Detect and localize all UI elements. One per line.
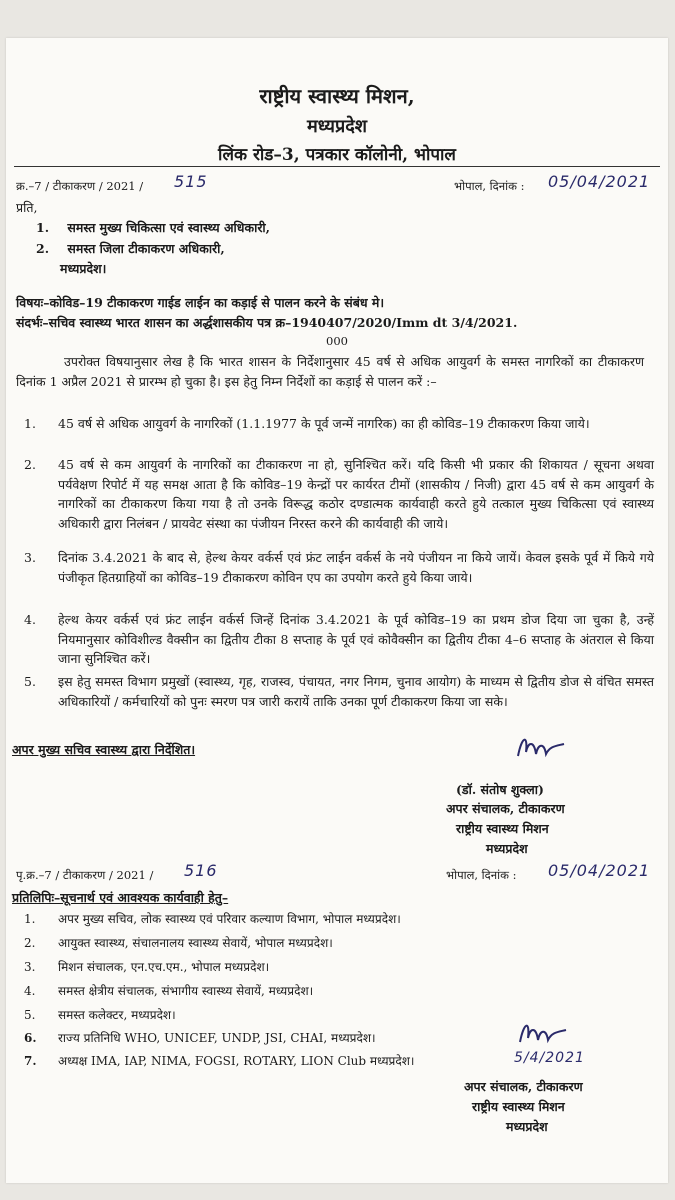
copy-num: 7. <box>24 1054 37 1068</box>
copy-num: 5. <box>24 1008 36 1022</box>
directive-num: 1. <box>24 416 36 431</box>
recipient-num: 2. <box>36 241 50 256</box>
directive-text: हेल्थ केयर वर्कर्स एवं फ्रंट लाईन वर्कर्स जिन्हें दिनांक 3.4.2021 के पूर्व कोविड–19 का प्रथम डोज दिया जा चुका है, उन्हें नियमानुसार कोविशील्ड वैक्सीन का द्वितीय टीका 8 सप्ताह के पूर्व एवं कोवैक्सीन का द्वितीय टीका 4–6 सप्ताह के अंतराल से किया जाना सुनिश्चित करें। <box>58 612 654 666</box>
copy-num: 1. <box>24 912 36 926</box>
copy-heading: प्रतिलिपिः–सूचनार्थ एवं आवश्यक कार्यवाही हेतु– <box>12 890 229 905</box>
ref-number-handwritten: 515 <box>174 172 208 191</box>
directive-text: दिनांक 3.4.2021 के बाद से, हेल्थ केयर वर्कर्स एवं फ्रंट लाईन वर्कर्स के नये पंजीयन ना किये जायें। केवल इसके पूर्व में किये गये पंजीकृत हितग्राहियों का कोविड–19 टीकाकरण कोविन एप का उपयोग करते हुये किया जाये। <box>58 550 654 585</box>
copy-num: 2. <box>24 936 36 950</box>
header-rule <box>14 166 660 167</box>
copy-num: 6. <box>24 1031 37 1045</box>
signatory2-state: मध्यप्रदेश <box>506 1119 548 1134</box>
signatory-name: (डॉ. संतोष शुक्ला) <box>456 782 544 797</box>
header-state: मध्यप्रदेश <box>306 116 367 137</box>
directive-text: 45 वर्ष से अधिक आयुवर्ग के नागरिकों (1.1.1977 के पूर्व जन्में नागरिक) का ही कोविड–19 टीकाकरण किया जाये। <box>58 416 590 431</box>
signatory2-org: राष्ट्रीय स्वास्थ्य मिशन <box>472 1099 565 1114</box>
signatory2-designation: अपर संचालक, टीकाकरण <box>464 1079 583 1094</box>
separator: 000 <box>326 334 348 348</box>
ref-date-handwritten: 05/04/2021 <box>548 172 651 191</box>
recipient-text: समस्त मुख्य चिकित्सा एवं स्वास्थ्य अधिकारी, <box>67 220 271 235</box>
copy-item-3 <box>24 958 269 975</box>
intro-paragraph: उपरोक्त विषयानुसार लेख है कि भारत शासन के निर्देशानुसार 45 वर्ष से अधिक आयुवर्ग के समस्त नागरिकों का टीकाकरण दिनांक 1 अप्रैल 2021 से प्रारम्भ हो चुका है। इस हेतु निम्न निर्देशों का कड़ाई से पालन करें :– <box>16 354 644 389</box>
header-org: राष्ट्रीय स्वास्थ्य मिशन, <box>259 84 415 108</box>
copy-text: आयुक्त स्वास्थ्य, संचालनालय स्वास्थ्य सेवायें, भोपाल मध्यप्रदेश। <box>58 936 333 950</box>
copy-item-7 <box>24 1052 414 1069</box>
subject-line: विषयः–कोविड–19 टीकाकरण गाईड लाईन का कड़ाई से पालन करने के संबंध मे। <box>16 295 385 310</box>
signature-scribble-2 <box>516 1016 572 1050</box>
recipient-2 <box>36 239 225 259</box>
signature-date-handwritten: 5/4/2021 <box>514 1050 585 1066</box>
signatory-designation: अपर संचालक, टीकाकरण <box>446 801 565 816</box>
copy-num: 4. <box>24 984 36 998</box>
copy-item-4 <box>24 982 313 999</box>
copy-item-6 <box>24 1029 376 1046</box>
directive-num: 5. <box>24 674 36 689</box>
copy-item-2 <box>24 934 333 951</box>
copy-item-5 <box>24 1006 176 1023</box>
signature-scribble <box>514 730 570 764</box>
header-address: लिंक रोड–3, पत्रकार कॉलोनी, भोपाल <box>218 145 456 165</box>
ref2-number-handwritten: 516 <box>184 861 218 880</box>
recipient-num: 1. <box>36 220 50 235</box>
directive-text: 45 वर्ष से कम आयुवर्ग के नागरिकों का टीकाकरण ना हो, सुनिश्चित करें। यदि किसी भी प्रकार की शिकायत / सूचना अथवा पर्यवेक्षण रिपोर्ट में यह समक्ष आता है कि कोविड–19 केन्द्रों पर कार्यरत टीमों (शासकीय / निजी) द्वारा 45 वर्ष से कम आयुवर्ग के नागरिकों का टीकाकरण किया गया है तो उनके विरूद्ध कठोर दण्डात्मक कार्यवाही करते हुये तत्काल मुख्य चिकित्सा एवं स्वास्थ्य अधिकारी द्वारा निलंबन / प्रायवेट संस्था का पंजीयन निरस्त करने की कार्यवाही की जाये। <box>58 457 654 531</box>
document-page <box>6 38 668 1183</box>
copy-item-1 <box>24 910 401 927</box>
copy-text: अध्यक्ष IMA, IAP, NIMA, FOGSI, ROTARY, LION Club मध्यप्रदेश। <box>58 1054 415 1068</box>
copy-text: मिशन संचालक, एन.एच.एम., भोपाल मध्यप्रदेश। <box>58 960 270 974</box>
ref-date-label: भोपाल, दिनांक : <box>454 179 525 193</box>
copy-text: राज्य प्रतिनिधि WHO, UNICEF, UNDP, JSI, CHAI, मध्यप्रदेश। <box>58 1031 376 1045</box>
copy-text: समस्त कलेक्टर, मध्यप्रदेश। <box>58 1008 176 1022</box>
copy-text: समस्त क्षेत्रीय संचालक, संभागीय स्वास्थ्य सेवायें, मध्यप्रदेश। <box>58 984 314 998</box>
directive-num: 3. <box>24 550 36 565</box>
reference-line: संदर्भः–सचिव स्वास्थ्य भारत शासन का अर्द्धशासकीय पत्र क्र–1940407/2020/Imm dt 3/4/2021. <box>16 315 518 330</box>
directive-num: 4. <box>24 612 36 627</box>
directive-text: इस हेतु समस्त विभाग प्रमुखों (स्वास्थ्य, गृह, राजस्व, पंचायत, नगर निगम, चुनाव आयोग) के माध्यम से द्वितीय डोज से वंचित समस्त अधिकारियों / कर्मचारियों को पुनः स्मरण पत्र जारी करायें ताकि उनका पूर्ण टीकाकरण किया जा सके। <box>58 674 654 709</box>
copy-text: अपर मुख्य सचिव, लोक स्वास्थ्य एवं परिवार कल्याण विभाग, भोपाल मध्यप्रदेश। <box>58 912 401 926</box>
ref-number-label: क्र.–7 / टीकाकरण / 2021 / <box>16 179 144 193</box>
ref2-number-label: पृ.क्र.–7 / टीकाकरण / 2021 / <box>16 868 154 882</box>
signatory-org: राष्ट्रीय स्वास्थ्य मिशन <box>456 821 549 836</box>
directed-by: अपर मुख्य सचिव स्वास्थ्य द्वारा निर्देशित। <box>12 742 196 757</box>
recipient-state: मध्यप्रदेश। <box>60 261 107 276</box>
recipient-text: समस्त जिला टीकाकरण अधिकारी, <box>67 241 225 256</box>
prati: प्रति, <box>16 200 38 215</box>
ref2-date-label: भोपाल, दिनांक : <box>446 868 517 882</box>
recipient-1 <box>36 218 270 238</box>
copy-num: 3. <box>24 960 36 974</box>
ref2-date-handwritten: 05/04/2021 <box>548 861 651 880</box>
signatory-state: मध्यप्रदेश <box>486 841 528 856</box>
directive-num: 2. <box>24 457 36 472</box>
